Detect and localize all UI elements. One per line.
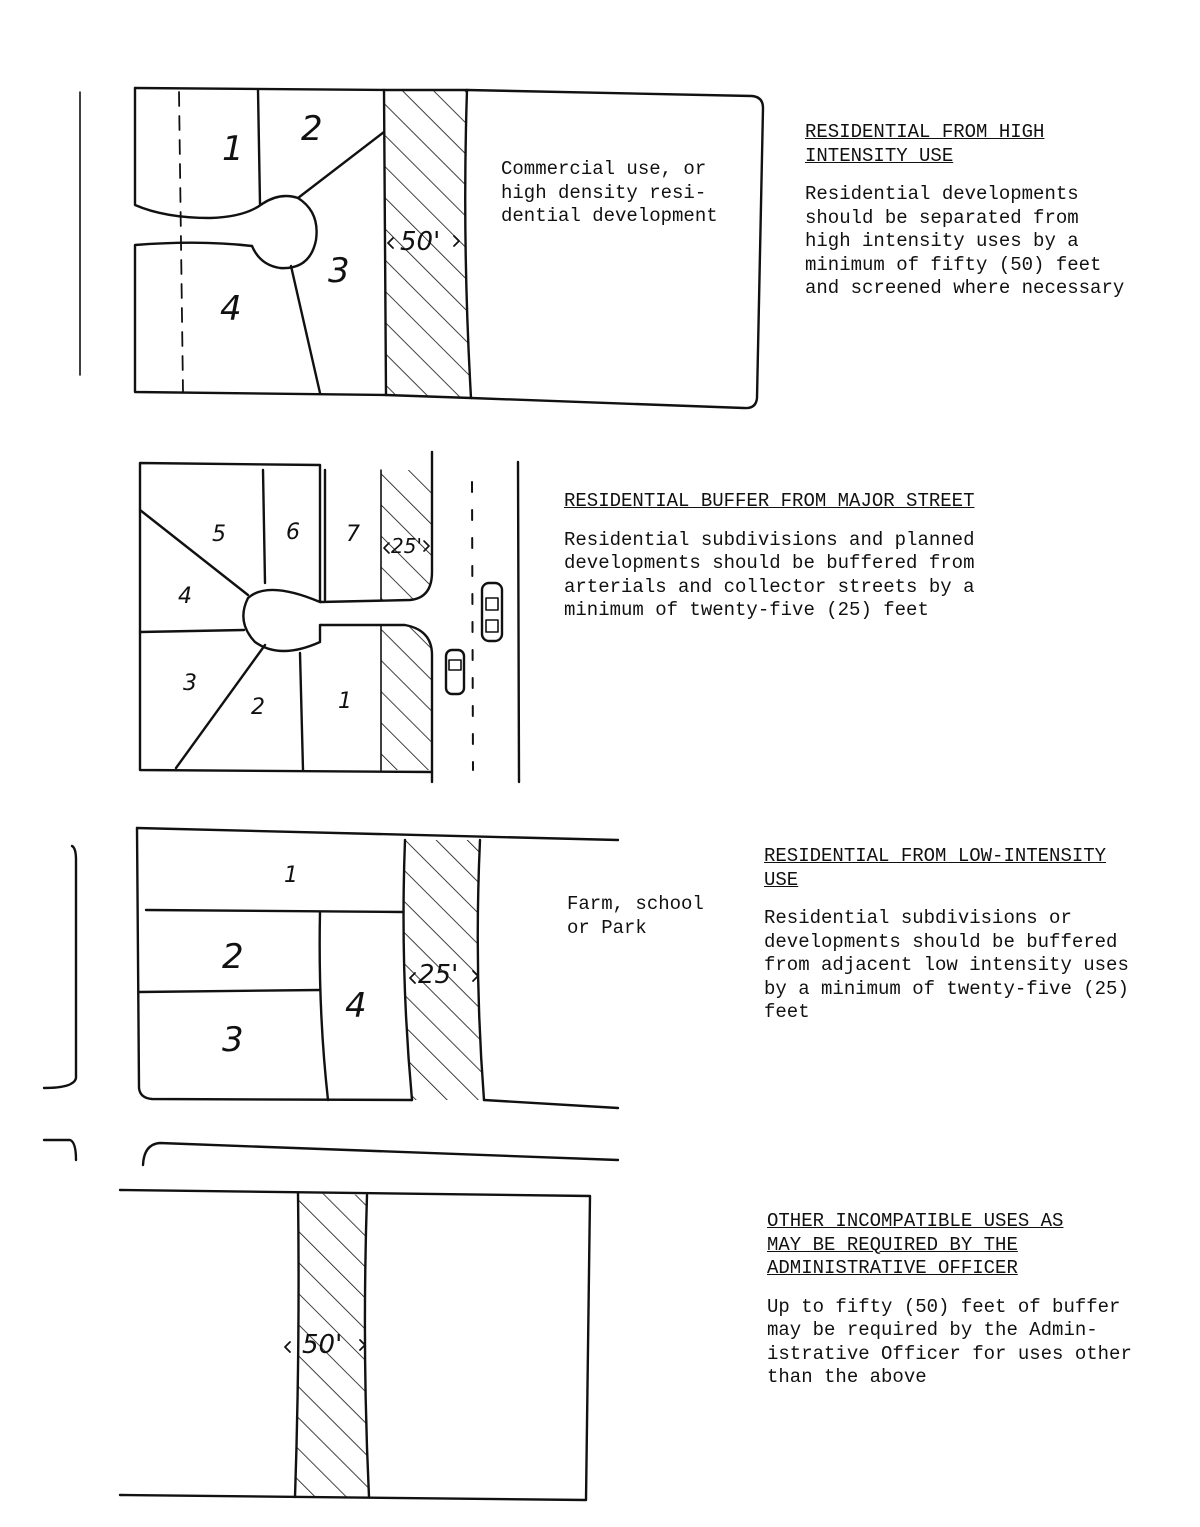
lot-number-7: 7 <box>346 522 360 547</box>
section-description: Residential subdivisions and planned developments should be buffered from arterials and collector streets by a minimum of twenty-five (25) feet <box>564 528 975 621</box>
lot-number-1: 1 <box>338 689 352 714</box>
diagram-low-intensity <box>44 828 618 1165</box>
diagram-major-street <box>140 452 519 782</box>
section-heading: RESIDENTIAL FROM LOW-INTENSITY USE <box>764 845 1107 891</box>
buffer-dimension-25: 25' <box>418 960 459 990</box>
caption-other-uses <box>767 1210 1187 1390</box>
caption-low-intensity <box>764 845 1184 1025</box>
lot-number-4: 4 <box>345 986 367 1026</box>
lot-number-1: 1 <box>284 863 298 888</box>
lot-number-3: 3 <box>328 251 350 291</box>
lot-number-5: 5 <box>212 522 226 547</box>
section-description: Residential developments should be separated from high intensity uses by a minimum of fifty (50) feet and screened where necessary <box>805 183 1125 299</box>
diagram-other-uses <box>120 1190 590 1500</box>
buffer-dimension-25: 25' <box>391 534 422 558</box>
buffer-dimension-50: 50' <box>400 227 441 257</box>
buffer-strip-25-south <box>381 625 432 770</box>
section-heading: RESIDENTIAL BUFFER FROM MAJOR STREET <box>564 490 975 512</box>
lot-number-2: 2 <box>251 695 265 720</box>
section-description: Residential subdivisions or developments should be buffered from adjacent low intensity uses by a minimum of twenty-five (25) feet <box>764 907 1129 1023</box>
section-description: Up to fifty (50) feet of buffer may be required by the Admin- istrative Officer for uses other than the above <box>767 1295 1132 1388</box>
section-heading: OTHER INCOMPATIBLE USES AS MAY BE REQUIRED BY THE ADMINISTRATIVE OFFICER <box>767 1210 1064 1279</box>
lot-number-3: 3 <box>183 671 197 696</box>
farm-school-park-label: Farm, school or Park <box>567 893 704 939</box>
lot-number-4: 4 <box>220 289 242 329</box>
lot-number-2: 2 <box>222 937 244 977</box>
lot-number-1: 1 <box>222 129 244 169</box>
commercial-use-label: Commercial use, or high density resi- dential development <box>501 158 718 227</box>
lot-number-2: 2 <box>301 109 323 149</box>
caption-high-intensity <box>805 121 1185 301</box>
buffer-dimension-50: 50' <box>302 1330 343 1360</box>
lot-number-6: 6 <box>286 520 300 545</box>
lot-number-4: 4 <box>178 584 192 609</box>
car-icon <box>446 650 464 694</box>
caption-major-street <box>564 490 1184 623</box>
section-heading: RESIDENTIAL FROM HIGH INTENSITY USE <box>805 121 1045 167</box>
lot-number-3: 3 <box>222 1020 244 1060</box>
